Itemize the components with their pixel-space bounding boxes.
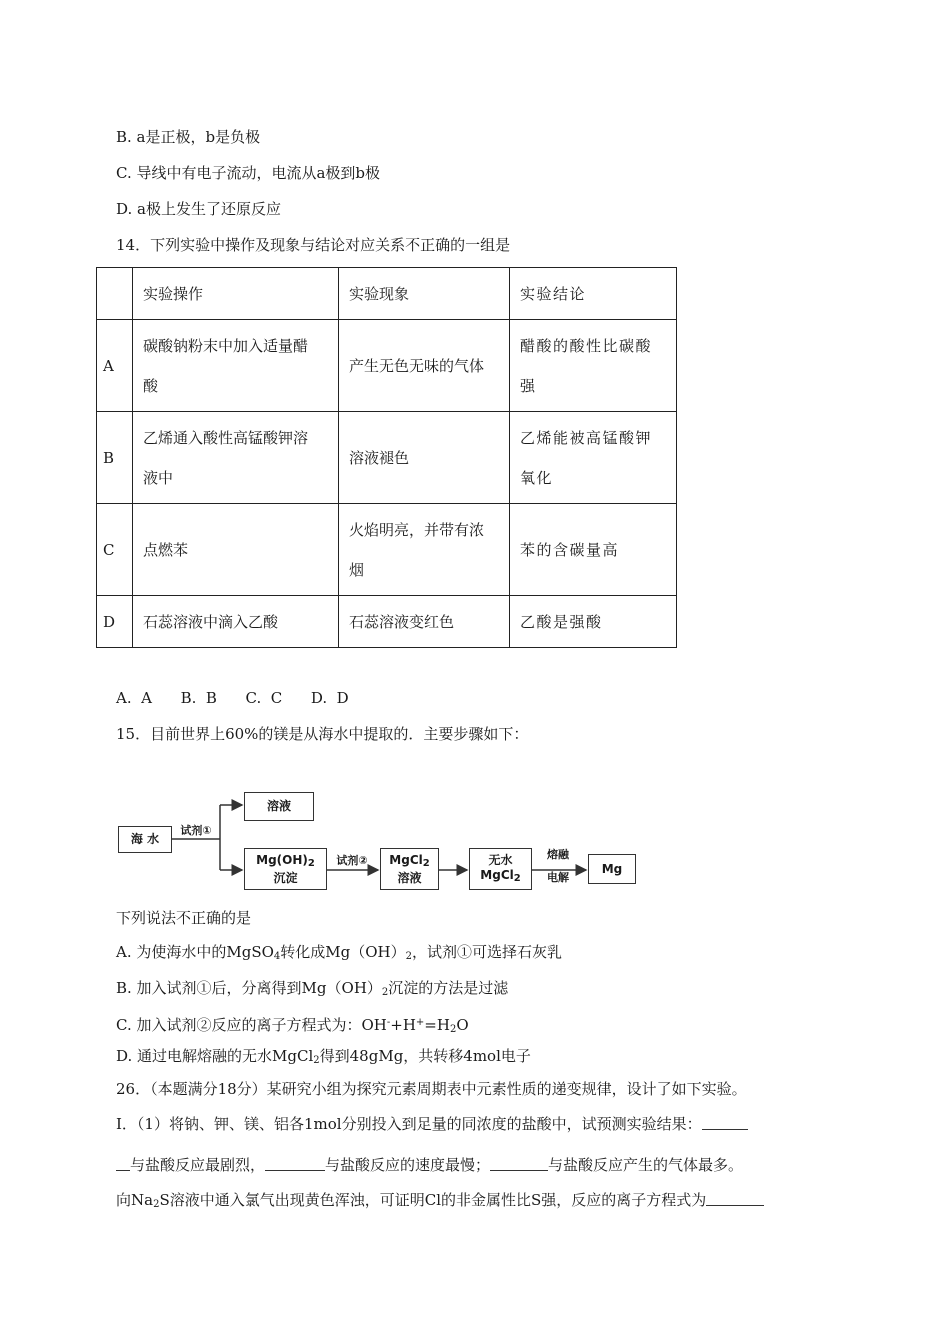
table-header-cell: 实验结论 xyxy=(510,268,677,320)
table-row xyxy=(97,412,677,504)
table-cell xyxy=(510,504,677,596)
cell-line: 苯的含碳量高 xyxy=(520,540,620,559)
table-header-cell xyxy=(97,268,133,320)
box-label: Mg xyxy=(601,861,623,876)
q15-option-c: C. 加入试剂②反应的离子方程式为：$OH^-+H^+=H_2O$ xyxy=(116,1016,469,1035)
cell-line: 溶液褪色 xyxy=(349,448,410,467)
table-cell xyxy=(133,504,339,596)
box-solution xyxy=(244,792,314,821)
box-mg xyxy=(588,854,636,884)
table-cell xyxy=(339,596,510,648)
cell-line: 乙酸是强酸 xyxy=(520,612,603,631)
cell-line: 石蕊溶液中滴入乙酸 xyxy=(143,612,279,631)
box-seawater xyxy=(118,826,172,853)
flow-diagram xyxy=(116,790,638,890)
box-mgcl2-solution xyxy=(380,848,439,890)
label-electrolysis xyxy=(536,848,580,885)
table-cell xyxy=(133,596,339,648)
label-line: 电解 xyxy=(547,871,569,884)
q26-part1-line3: 向$Na_2S$溶液中通入氯气出现黄色浑浊，可证明Cl的非金属性比S强，反应的离子方程式为 xyxy=(116,1190,764,1215)
table-cell xyxy=(510,320,677,412)
answer-blank[interactable] xyxy=(490,1156,548,1171)
box-label: MgCl$_2$ xyxy=(389,852,430,869)
q15-option-d: D. 通过电解熔融的无水MgCl$_2$得到48gMg，共转移4mol电子 xyxy=(116,1047,531,1066)
q13-option-c: C. 导线中有电子流动，电流从a极到b极 xyxy=(116,164,381,182)
q26-stem: 26．（本题满分18分）某研究小组为探究元素周期表中元素性质的递变规律，设计了如下实验。 xyxy=(116,1080,747,1098)
cell-line: 乙烯通入酸性高锰酸钾溶 xyxy=(143,428,309,447)
cell-line: 火焰明亮，并带有浓 xyxy=(349,520,485,539)
q26-part1-line2: 与盐酸反应最剧烈， 与盐酸反应的速度最慢； 与盐酸反应产生的气体最多。 xyxy=(116,1155,743,1175)
cell-line: 酸 xyxy=(143,376,159,395)
table-cell xyxy=(339,504,510,596)
cell-line: 烟 xyxy=(349,560,365,579)
row-label: C xyxy=(97,504,133,596)
q15-option-b: B. 加入试剂①后，分离得到$Mg(OH)_2$沉淀的方法是过滤 xyxy=(116,979,509,998)
answer-blank[interactable] xyxy=(265,1156,325,1171)
label-reagent2: 试剂② xyxy=(336,854,368,867)
table-cell xyxy=(510,412,677,504)
cell-line: 产生无色无味的气体 xyxy=(349,356,485,375)
label-line: 熔融 xyxy=(547,848,569,861)
q15-option-a: A. 为使海水中的MgSO$_4$转化成$Mg(OH)_2$，试剂①可选择石灰乳 xyxy=(116,943,563,962)
cell-line: 醋酸的酸性比碳酸 xyxy=(520,336,653,355)
table-row xyxy=(97,596,677,648)
box-anhydrous-mgcl2 xyxy=(469,848,532,890)
table-row xyxy=(97,504,677,596)
table-header-cell: 实验操作 xyxy=(133,268,339,320)
table-cell xyxy=(510,596,677,648)
table-cell xyxy=(133,412,339,504)
box-label: 无水 xyxy=(488,852,513,867)
table-header-cell: 实验现象 xyxy=(339,268,510,320)
cell-line: 液中 xyxy=(143,468,174,487)
box-label: $Mg(OH)_2$ xyxy=(256,852,315,869)
table-header-row xyxy=(97,268,677,320)
answer-blank[interactable] xyxy=(706,1191,764,1206)
answer-blank[interactable] xyxy=(702,1115,748,1130)
q15-question: 下列说法不正确的是 xyxy=(116,909,252,927)
label-reagent1: 试剂① xyxy=(180,824,212,837)
q26-part1-line1: Ⅰ．（1）将钠、钾、镁、铝各1mol分别投入到足量的同浓度的盐酸中，试预测实验结果： xyxy=(116,1114,748,1134)
table-cell xyxy=(133,320,339,412)
q15-stem: 15．目前世界上60%的镁是从海水中提取的．主要步骤如下： xyxy=(116,725,529,743)
table-row xyxy=(97,320,677,412)
row-label: D xyxy=(97,596,133,648)
q13-option-d: D. a极上发生了还原反应 xyxy=(116,200,281,218)
cell-line: 乙烯能被高锰酸钾 xyxy=(520,428,653,447)
row-label: B xyxy=(97,412,133,504)
q14-table xyxy=(96,267,677,648)
box-label: 沉淀 xyxy=(273,870,298,885)
q13-option-b: B. a是正极，b是负极 xyxy=(116,128,261,146)
box-label: 海 水 xyxy=(130,832,160,846)
row-label: A xyxy=(97,320,133,412)
table-cell xyxy=(339,320,510,412)
cell-line: 石蕊溶液变红色 xyxy=(349,612,455,631)
q14-stem: 14．下列实验中操作及现象与结论对应关系不正确的一组是 xyxy=(116,236,511,254)
cell-line: 碳酸钠粉末中加入适量醋 xyxy=(143,336,309,355)
box-label: 溶液 xyxy=(266,799,291,813)
cell-line: 点燃苯 xyxy=(143,540,189,559)
cell-line: 氧化 xyxy=(520,468,554,487)
q14-choices: A. A B. B C. C D. D xyxy=(116,689,349,707)
table-cell xyxy=(339,412,510,504)
cell-line: 强 xyxy=(520,376,537,395)
answer-blank[interactable] xyxy=(116,1156,130,1171)
box-label: MgCl$_2$ xyxy=(480,867,521,884)
box-label: 溶液 xyxy=(397,870,422,885)
box-mgoh2-precipitate xyxy=(244,848,327,890)
